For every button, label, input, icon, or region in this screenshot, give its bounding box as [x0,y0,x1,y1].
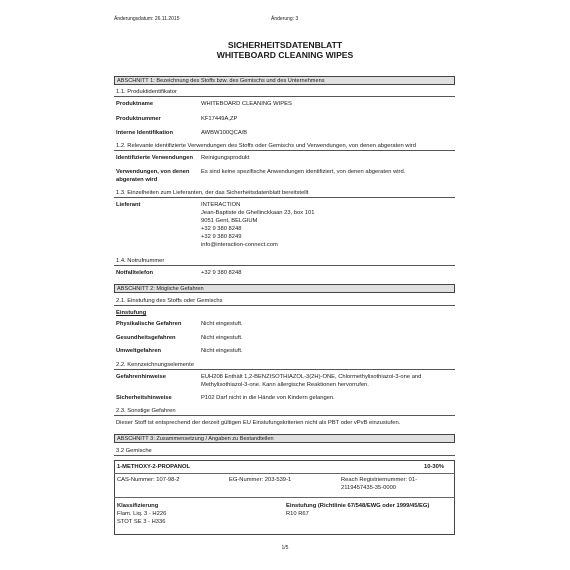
advised-against-label-line2: abgeraten wird [116,177,158,183]
subsection-2-1 [114,298,455,306]
supplier-label: Lieferant [116,202,141,208]
supplier-phone: +32 9 380 8248 [201,226,242,232]
product-number-label: Produktnummer [116,116,161,122]
subsection-1-1 [114,89,455,97]
advised-against-value: Es sind keine spezifische Anwendungen identifiziert, von denen abgeraten wird. [201,169,406,175]
cas-number: CAS-Nummer: 107-98-2 [117,477,180,483]
subsection-1-3 [114,190,455,198]
classification-old-label: Einstufung (Richtlinie 67/548/EWG oder 1999/45/EG) [286,503,430,509]
hazard-statement-line1: EUH208 Enthält 1,2-BENZISOTHIAZOL-3(2H)-ONE, Chlormethylisothiazol-3-one and [201,374,422,380]
substance-percentage: 10-30% [424,464,444,470]
ec-number: EG-Nummer: 203-539-1 [229,477,292,483]
supplier-name: INTERACTION [201,202,241,208]
reach-number-line1: Reach Registriernummer: 01- [341,477,418,483]
classification-label: Klassifizierung [117,503,159,509]
supplier-city: 9051 Gent, BELGIUM [201,218,258,224]
classification-line1: Flam. Liq. 3 - H226 [117,511,167,517]
section-2-heading-text: ABSCHNITT 2: Mögliche Gefahren [117,286,204,292]
health-hazards-value: Nicht eingestuft. [201,335,243,341]
page-number: 1/5 [281,545,289,551]
physical-hazards-label: Physikalische Gefahren [116,321,182,327]
subsection-3-2-text: 3.2 Gemische [116,448,152,454]
classification-heading: Einstufung [116,310,147,316]
other-hazards-text: Dieser Stoff ist entsprechend der derzeit gültigen EU Einstufungskriterien nicht als PBT oder vPvB einzustufen. [116,420,401,426]
section-3-heading-text: ABSCHNITT 3: Zusammensetzung / Angaben zu Bestandteilen [117,436,274,442]
section-2-heading [114,284,455,293]
precautionary-statement: P102 Darf nicht in die Hände von Kindern gelangen. [201,395,335,401]
uses-label: Identifizierte Verwendungen [116,155,193,161]
product-title: WHITEBOARD CLEANING WIPES [216,50,354,60]
environmental-hazards-value: Nicht eingestuft. [201,348,243,354]
emergency-label: Notfalltelefon [116,270,154,276]
physical-hazards-value: Nicht eingestuft. [201,321,243,327]
subsection-2-3-text: 2.3. Sonstige Gefahren [116,408,176,414]
subsection-1-1-text: 1.1. Produktidentifikator [116,89,177,95]
substance-name: 1-METHOXY-2-PROPANOL [117,464,191,470]
subsection-2-2 [114,362,455,370]
section-3-heading [114,434,455,443]
subsection-2-1-text: 2.1. Einstufung des Stoffs oder Gemischs [116,298,223,304]
product-name-value: WHITEBOARD CLEANING WIPES [201,101,292,107]
document-title: SICHERHEITSDATENBLATT [227,40,343,50]
product-number-value: KF17449A,ZP [201,116,238,122]
subsection-2-2-text: 2.2. Kennzeichnungselemente [116,362,194,368]
internal-id-label: Interne Identifikation [116,130,174,136]
precautionary-statements-label: Sicherheitshinweise [116,395,172,401]
subsection-1-2-text: 1.2. Relevante identifizierte Verwendungen des Stoffs oder Gemischs und Verwendungen, von denen abgeraten wird [116,143,416,149]
subsection-1-4 [114,258,455,266]
subsection-1-3-text: 1.3. Einzelheiten zum Lieferanten, der das Sicherheitsdatenblatt bereitstellt [116,190,309,196]
classification-line2: STOT SE 3 - H336 [117,519,166,525]
revision-date: Änderungsdatum: 26.11.2015 [114,16,180,22]
reach-number-line2: 2119457435-35-0000 [341,485,397,491]
subsection-2-3 [114,408,455,416]
section-1-heading [114,76,455,85]
classification-old-value: R10 R67 [286,511,309,517]
environmental-hazards-label: Umweltgefahren [116,348,162,354]
advised-against-label-line1: Verwendungen, von denen [116,169,190,175]
supplier-address: Jean-Baptiste de Ghellinckkaan 23, box 101 [201,210,315,216]
hazard-statement-line2: Methylisothiazol-3-one. Kann allergische Reaktionen hervorrufen. [201,382,369,388]
health-hazards-label: Gesundheitsgefahren [116,335,176,341]
supplier-email: info@interaction-connect.com [201,242,278,248]
substance-divider [114,473,455,474]
hazard-statements-label: Gefahrenhinweise [116,374,166,380]
internal-id-value: AWBW100QCA/B [201,130,248,136]
emergency-value: +32 9 380 8248 [201,270,242,276]
subsection-1-4-text: 1.4. Notrufnummer [116,258,165,264]
supplier-fax: +32 9 380 8249 [201,234,242,240]
subsection-1-2 [114,143,455,151]
product-name-label: Produktname [116,101,154,107]
subsection-3-2 [114,448,455,456]
uses-value: Reinigungsprodukt [201,155,250,161]
revision-number: Änderung: 3 [271,16,299,22]
classification-divider [114,497,455,498]
section-1-heading-text: ABSCHNITT 1: Bezeichnung des Stoffs bzw. des Gemischs und des Unternehmens [117,78,325,84]
